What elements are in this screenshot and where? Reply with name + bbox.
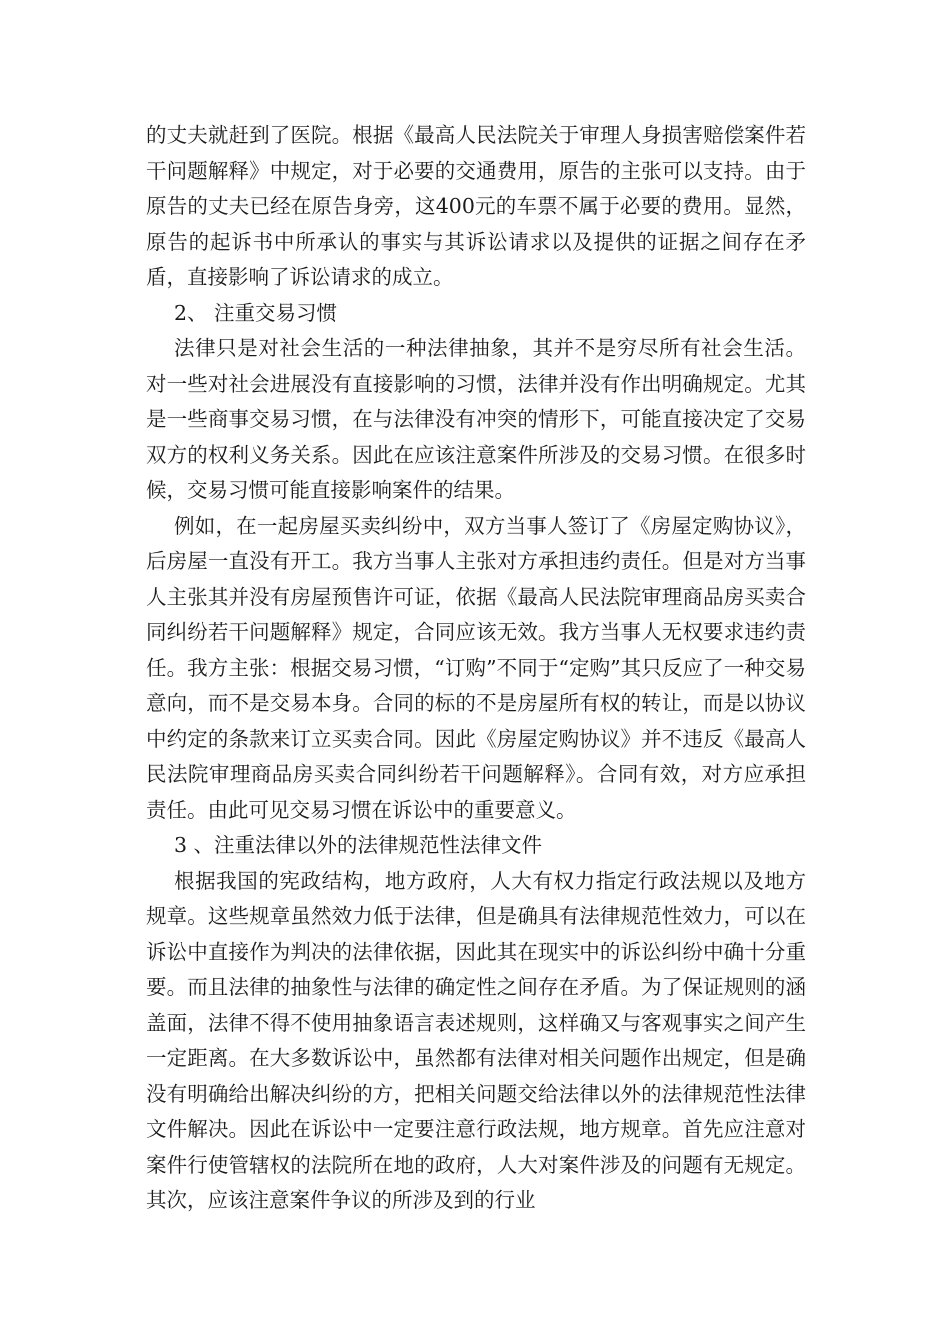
paragraph-constitutional-structure: 根据我国的宪政结构，地方政府，人大有权力指定行政法规以及地方规章。这些规章虽然效力低于法律，但是确具有法律规范性效力，可以在诉讼中直接作为判决的法律依据，因此其在现实中的诉讼纠纷中确十分重要。而且法律的抽象性与法律的确定性之间存在矛盾。为了保证规则的涵盖面，法律不得不使用抽象语言表述规则，这样确又与客观事实之间产生一定距离。在大多数诉讼中，虽然都有法律对相关问题作出规定，但是确没有明确给出解决纠纷的方，把相关问题交给法律以外的法律规范性法律文件解决。因此在诉讼中一定要注意行政法规，地方规章。首先应注意对案件行使管辖权的法院所在地的政府，人大对案件涉及的问题有无规定。其次，应该注意案件争议的所涉及到的行业 (146, 868, 806, 1212)
section-heading-trade-custom: 2、 注重交易习惯 (174, 300, 338, 325)
paragraph-example-housing: 例如，在一起房屋买卖纠纷中，双方当事人签订了《房屋定购协议》，后房屋一直没有开工。我方当事人主张对方承担违约责任。但是对方当事人主张其并没有房屋预售许可证，依据《最高人民法院审理商品房买卖合同纠纷若干问题解释》规定，合同应该无效。我方当事人无权要求违约责任。我方主张：根据交易习惯，“订购”不同于“定购”其只反应了一种交易意向，而不是交易本身。合同的标的不是房屋所有权的转让，而是以协议中约定的条款来订立买卖合同。因此《房屋定购协议》并不违反《最高人民法院审理商品房买卖合同纠纷若干问题解释》。合同有效，对方应承担责任。由此可见交易习惯在诉讼中的重要意义。 (146, 513, 806, 822)
paragraph-law-abstraction: 法律只是对社会生活的一种法律抽象，其并不是穷尽所有社会生活。对一些对社会进展没有直接影响的习惯，法律并没有作出明确规定。尤其是一些商事交易习惯，在与法律没有冲突的情形下，可能直接决定了交易双方的权利义务关系。因此在应该注意案件所涉及的交易习惯。在很多时候，交易习惯可能直接影响案件的结果。 (146, 336, 806, 502)
document-page (146, 118, 806, 1219)
paragraph-continuation: 的丈夫就赶到了医院。根据《最高人民法院关于审理人身损害赔偿案件若干问题解释》中规定，对于必要的交通费用，原告的主张可以支持。由于原告的丈夫已经在原告身旁，这400元的车票不属于必要的费用。显然，原告的起诉书中所承认的事实与其诉讼请求以及提供的证据之间存在矛盾，直接影响了诉讼请求的成立。 (146, 123, 806, 289)
section-heading-normative-documents: 3 、注重法律以外的法律规范性法律文件 (174, 833, 543, 857)
